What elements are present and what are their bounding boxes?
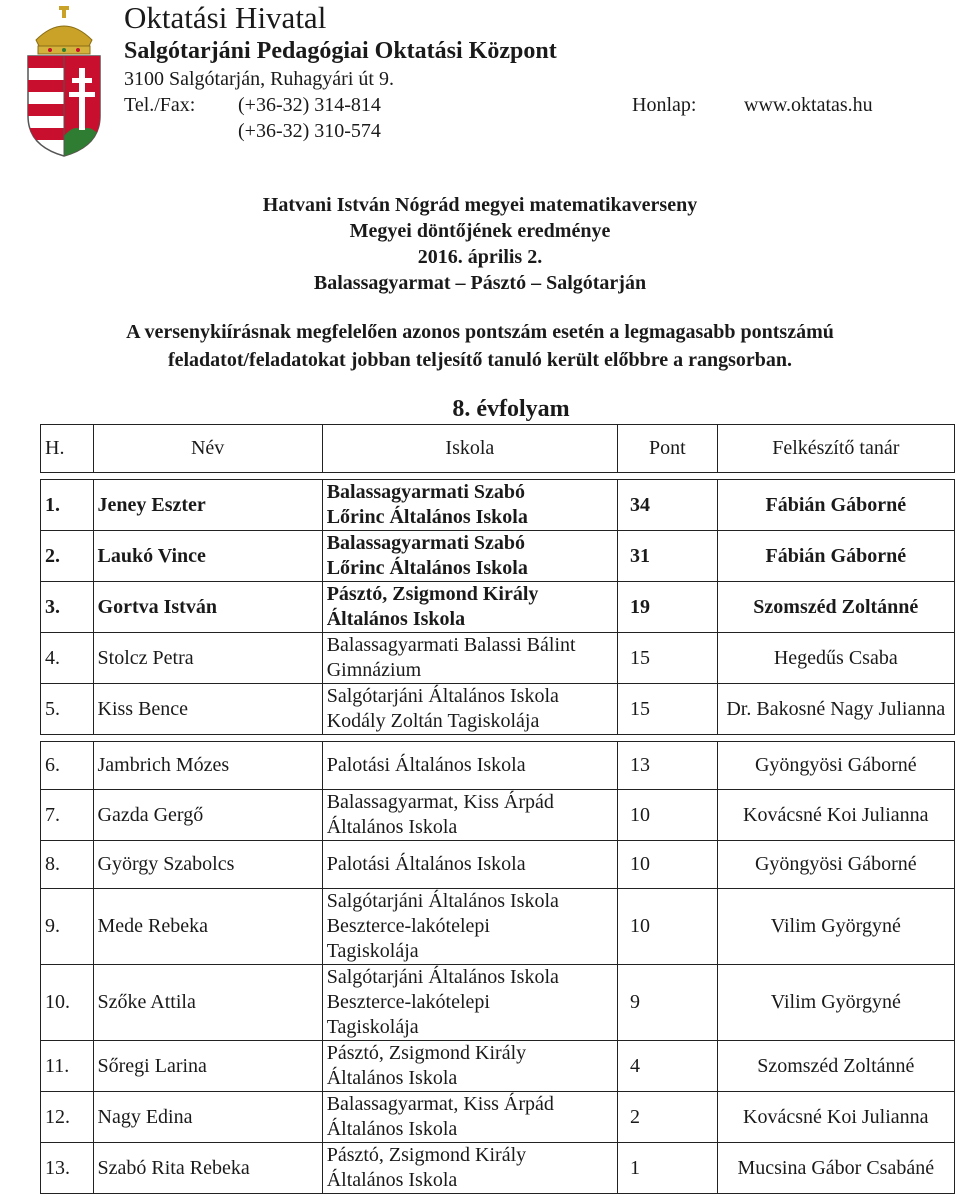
hungarian-coat-of-arms-logo <box>22 6 106 158</box>
name-cell: Laukó Vince <box>93 531 322 582</box>
teacher-cell: Kovácsné Koi Julianna <box>717 790 954 841</box>
teacher-cell: Szomszéd Zoltánné <box>717 1041 954 1092</box>
points-cell: 10 <box>618 889 718 965</box>
school-line: Balassagyarmati Szabó <box>326 481 526 503</box>
header-rank: H. <box>41 425 94 473</box>
table-row <box>41 889 955 965</box>
teacher-cell: Gyöngyösi Gáborné <box>717 841 954 889</box>
school-cell <box>322 742 617 790</box>
table-row <box>41 841 955 889</box>
header-name: Név <box>93 425 322 473</box>
school-line: Általános Iskola <box>326 1118 458 1140</box>
school-line: Beszterce-lakótelepi <box>326 991 490 1013</box>
grade-heading: 8. évfolyam <box>452 396 570 422</box>
school-cell <box>322 965 617 1041</box>
header-school: Iskola <box>322 425 617 473</box>
school-line: Tagiskolája <box>326 1016 419 1038</box>
suborganization-name: Salgótarjáni Pedagógiai Oktatási Központ <box>124 38 557 64</box>
note-line-2: feladatot/feladatokat jobban teljesítő tanuló került előbbre a rangsorban. <box>167 349 793 371</box>
teacher-cell: Fábián Gáborné <box>717 480 954 531</box>
school-line: Salgótarjáni Általános Iskola <box>326 966 559 988</box>
teacher-cell: Kovácsné Koi Julianna <box>717 1092 954 1143</box>
web-address: www.oktatas.hu <box>744 94 873 116</box>
rank-cell: 8. <box>41 841 94 889</box>
contact-line <box>124 92 944 118</box>
table-row <box>41 582 955 633</box>
table-row <box>41 633 955 684</box>
results-body <box>41 473 955 1194</box>
teacher-cell: Hegedűs Csaba <box>717 633 954 684</box>
school-line: Balassagyarmat, Kiss Árpád <box>326 1093 554 1115</box>
title-line-2: Megyei döntőjének eredménye <box>349 220 611 242</box>
table-row <box>41 1092 955 1143</box>
name-cell: Gazda Gergő <box>93 790 322 841</box>
rank-cell: 9. <box>41 889 94 965</box>
contact-line-2 <box>124 118 944 144</box>
school-line: Salgótarjáni Általános Iskola <box>326 685 559 707</box>
name-cell: Jambrich Mózes <box>93 742 322 790</box>
points-cell: 15 <box>618 633 718 684</box>
rank-cell: 7. <box>41 790 94 841</box>
school-line: Kodály Zoltán Tagiskolája <box>326 710 540 732</box>
points-cell: 15 <box>618 684 718 735</box>
school-cell <box>322 531 617 582</box>
rank-cell: 13. <box>41 1143 94 1194</box>
school-cell <box>322 841 617 889</box>
tel-number-1: (+36-32) 314-814 <box>238 94 381 116</box>
title-date: 2016. április 2. <box>417 246 543 268</box>
name-cell: Mede Rebeka <box>93 889 322 965</box>
school-line: Általános Iskola <box>326 1067 458 1089</box>
school-line: Palotási Általános Iskola <box>326 853 526 875</box>
table-row <box>41 684 955 735</box>
school-cell <box>322 633 617 684</box>
letterhead <box>124 0 944 144</box>
rank-cell: 1. <box>41 480 94 531</box>
rank-cell: 2. <box>41 531 94 582</box>
results-table <box>40 424 955 1194</box>
teacher-cell: Szomszéd Zoltánné <box>717 582 954 633</box>
school-cell <box>322 889 617 965</box>
points-cell: 13 <box>618 742 718 790</box>
name-cell: Szőke Attila <box>93 965 322 1041</box>
points-cell: 31 <box>618 531 718 582</box>
points-cell: 1 <box>618 1143 718 1194</box>
points-cell: 19 <box>618 582 718 633</box>
rank-cell: 12. <box>41 1092 94 1143</box>
teacher-cell: Gyöngyösi Gáborné <box>717 742 954 790</box>
school-line: Tagiskolája <box>326 940 419 962</box>
row-spacer <box>41 473 955 480</box>
school-cell <box>322 684 617 735</box>
school-line: Lőrinc Általános Iskola <box>326 557 528 579</box>
school-line: Balassagyarmat, Kiss Árpád <box>326 791 554 813</box>
teacher-cell: Vilim Györgyné <box>717 889 954 965</box>
tel-number-2: (+36-32) 310-574 <box>238 120 381 142</box>
school-cell <box>322 1041 617 1092</box>
school-line: Lőrinc Általános Iskola <box>326 506 528 528</box>
ranking-note <box>0 318 960 374</box>
school-line: Általános Iskola <box>326 1169 458 1191</box>
organization-name: Oktatási Hivatal <box>124 0 327 35</box>
address: 3100 Salgótarján, Ruhagyári út 9. <box>124 68 394 90</box>
table-header-row <box>41 425 955 473</box>
header-teacher: Felkészítő tanár <box>717 425 954 473</box>
name-cell: Szabó Rita Rebeka <box>93 1143 322 1194</box>
school-cell <box>322 1143 617 1194</box>
teacher-cell: Vilim Györgyné <box>717 965 954 1041</box>
points-cell: 4 <box>618 1041 718 1092</box>
rank-cell: 10. <box>41 965 94 1041</box>
rank-cell: 11. <box>41 1041 94 1092</box>
rank-cell: 5. <box>41 684 94 735</box>
table-row <box>41 742 955 790</box>
name-cell: Stolcz Petra <box>93 633 322 684</box>
table-row <box>41 531 955 582</box>
points-cell: 10 <box>618 841 718 889</box>
rank-cell: 4. <box>41 633 94 684</box>
school-line: Pásztó, Zsigmond Király <box>326 1144 527 1166</box>
school-line: Pásztó, Zsigmond Király <box>326 1042 527 1064</box>
rank-cell: 6. <box>41 742 94 790</box>
school-cell <box>322 1092 617 1143</box>
points-cell: 34 <box>618 480 718 531</box>
competition-title <box>0 192 960 296</box>
title-locations: Balassagyarmat – Pásztó – Salgótarján <box>313 272 647 294</box>
table-row <box>41 965 955 1041</box>
tel-label: Tel./Fax: <box>124 94 196 116</box>
name-cell: Kiss Bence <box>93 684 322 735</box>
school-cell <box>322 790 617 841</box>
points-cell: 10 <box>618 790 718 841</box>
school-line: Salgótarjáni Általános Iskola <box>326 890 559 912</box>
name-cell: Sőregi Larina <box>93 1041 322 1092</box>
name-cell: Gortva István <box>93 582 322 633</box>
teacher-cell: Fábián Gáborné <box>717 531 954 582</box>
name-cell: György Szabolcs <box>93 841 322 889</box>
header-points: Pont <box>618 425 718 473</box>
points-cell: 9 <box>618 965 718 1041</box>
school-line: Általános Iskola <box>326 608 466 630</box>
school-line: Balassagyarmati Balassi Bálint <box>326 634 576 656</box>
school-line: Beszterce-lakótelepi <box>326 915 490 937</box>
note-line-1: A versenykiírásnak megfelelően azonos pontszám esetén a legmagasabb pontszámú <box>126 321 834 343</box>
rank-cell: 3. <box>41 582 94 633</box>
points-cell: 2 <box>618 1092 718 1143</box>
school-line: Gimnázium <box>326 659 422 681</box>
school-cell <box>322 582 617 633</box>
name-cell: Nagy Edina <box>93 1092 322 1143</box>
table-row <box>41 480 955 531</box>
row-spacer <box>41 735 955 742</box>
table-row <box>41 1143 955 1194</box>
school-line: Balassagyarmati Szabó <box>326 532 526 554</box>
name-cell: Jeney Eszter <box>93 480 322 531</box>
web-label: Honlap: <box>632 94 697 116</box>
school-cell <box>322 480 617 531</box>
table-row <box>41 1041 955 1092</box>
teacher-cell: Dr. Bakosné Nagy Julianna <box>717 684 954 735</box>
teacher-cell: Mucsina Gábor Csabáné <box>717 1143 954 1194</box>
school-line: Általános Iskola <box>326 816 458 838</box>
table-row <box>41 790 955 841</box>
title-line-1: Hatvani István Nógrád megyei matematikaverseny <box>262 194 698 216</box>
school-line: Palotási Általános Iskola <box>326 754 526 776</box>
school-line: Pásztó, Zsigmond Király <box>326 583 539 605</box>
